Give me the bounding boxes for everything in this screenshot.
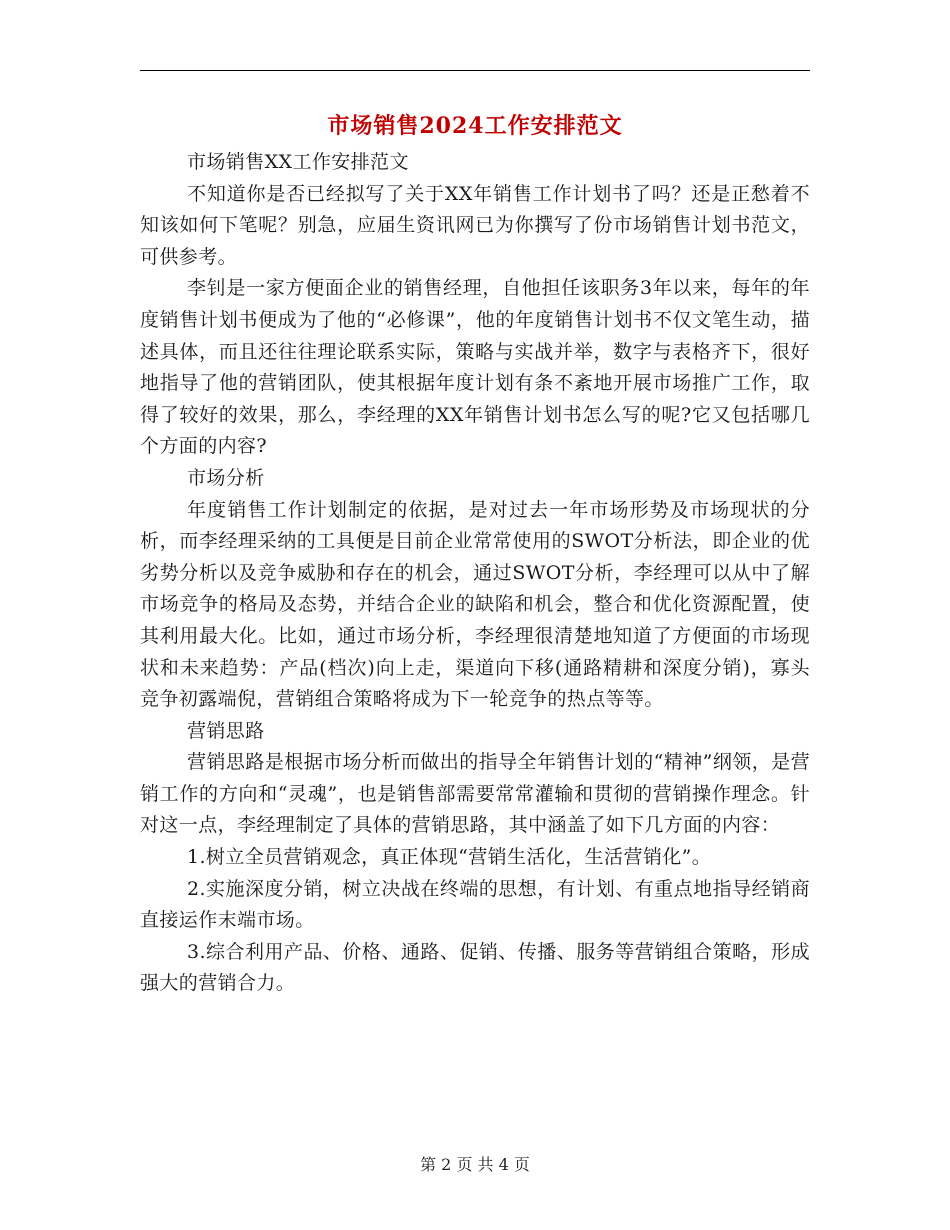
section-heading-market-analysis: 市场分析 xyxy=(187,466,265,489)
document-body xyxy=(140,147,810,1000)
document-title: 市场销售2024工作安排范文 xyxy=(327,113,623,139)
page-number-footer: 第 2 页 共 4 页 xyxy=(420,1155,530,1174)
paragraph-background: 李钊是一家方便面企业的销售经理，自他担任该职务3年以来，每年的年度销售计划书便成为了他的“必修课”，他的年度销售计划书不仅文笔生动，描述具体，而且还往往理论联系实际，策略与实战并举，数字与表格齐下，很好地指导了他的营销团队，使其根据年度计划有条不紊地开展市场推广工作，取得了较好的效果，那么，李经理的XX年销售计划书怎么写的呢?它又包括哪几个方面的内容? xyxy=(140,277,810,458)
section-heading-marketing-strategy: 营销思路 xyxy=(187,719,265,742)
paragraph-marketing-strategy: 营销思路是根据市场分析而做出的指导全年销售计划的“精神”纲领，是营销工作的方向和“灵魂”，也是销售部需要常常灌输和贯彻的营销操作理念。针对这一点，李经理制定了具体的营销思路，其中涵盖了如下几方面的内容： xyxy=(140,751,810,837)
list-item-1: 1.树立全员营销观念，真正体现“营销生活化，生活营销化”。 xyxy=(187,846,712,869)
list-item-2: 2.实施深度分销，树立决战在终端的思想，有计划、有重点地指导经销商直接运作末端市场。 xyxy=(140,877,810,932)
list-item-3: 3.综合利用产品、价格、通路、促销、传播、服务等营销组合策略，形成强大的营销合力。 xyxy=(140,940,810,995)
paragraph-market-analysis: 年度销售工作计划制定的依据，是对过去一年市场形势及市场现状的分析，而李经理采纳的工具便是目前企业常常使用的SWOT分析法，即企业的优劣势分析以及竞争威胁和存在的机会，通过SWOT分析，李经理可以从中了解市场竞争的格局及态势，并结合企业的缺陷和机会，整合和优化资源配置，使其利用最大化。比如，通过市场分析，李经理很清楚地知道了方便面的市场现状和未来趋势：产品(档次)向上走，渠道向下移(通路精耕和深度分销)，寡头竞争初露端倪，营销组合策略将成为下一轮竞争的热点等等。 xyxy=(140,498,810,711)
header-rule xyxy=(140,70,810,71)
paragraph-subtitle: 市场销售XX工作安排范文 xyxy=(187,151,409,173)
paragraph-intro: 不知道你是否已经拟写了关于XX年销售工作计划书了吗？还是正愁着不知该如何下笔呢？别急，应届生资讯网已为你撰写了份市场销售计划书范文，可供参考。 xyxy=(140,182,810,268)
